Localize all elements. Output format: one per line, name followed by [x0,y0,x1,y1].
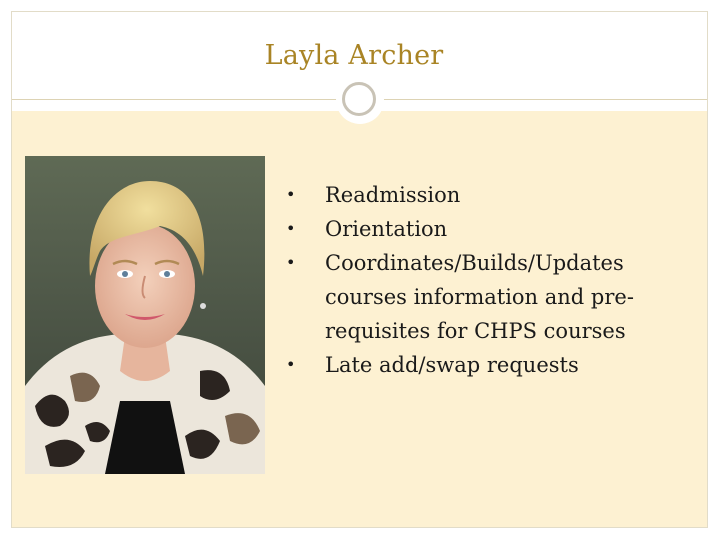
ring-icon [342,82,376,116]
portrait-photo [25,156,265,474]
bullet-item: • Orientation [286,212,706,246]
bullet-list [286,178,706,382]
bullet-item: • Late add/swap requests [286,348,706,382]
portrait-image [25,156,265,474]
bullet-item: • Coordinates/Builds/Updates courses information and pre-requisites for CHPS courses [286,246,706,348]
bullet-item: • Readmission [286,178,706,212]
slide-title: Layla Archer [264,40,444,71]
